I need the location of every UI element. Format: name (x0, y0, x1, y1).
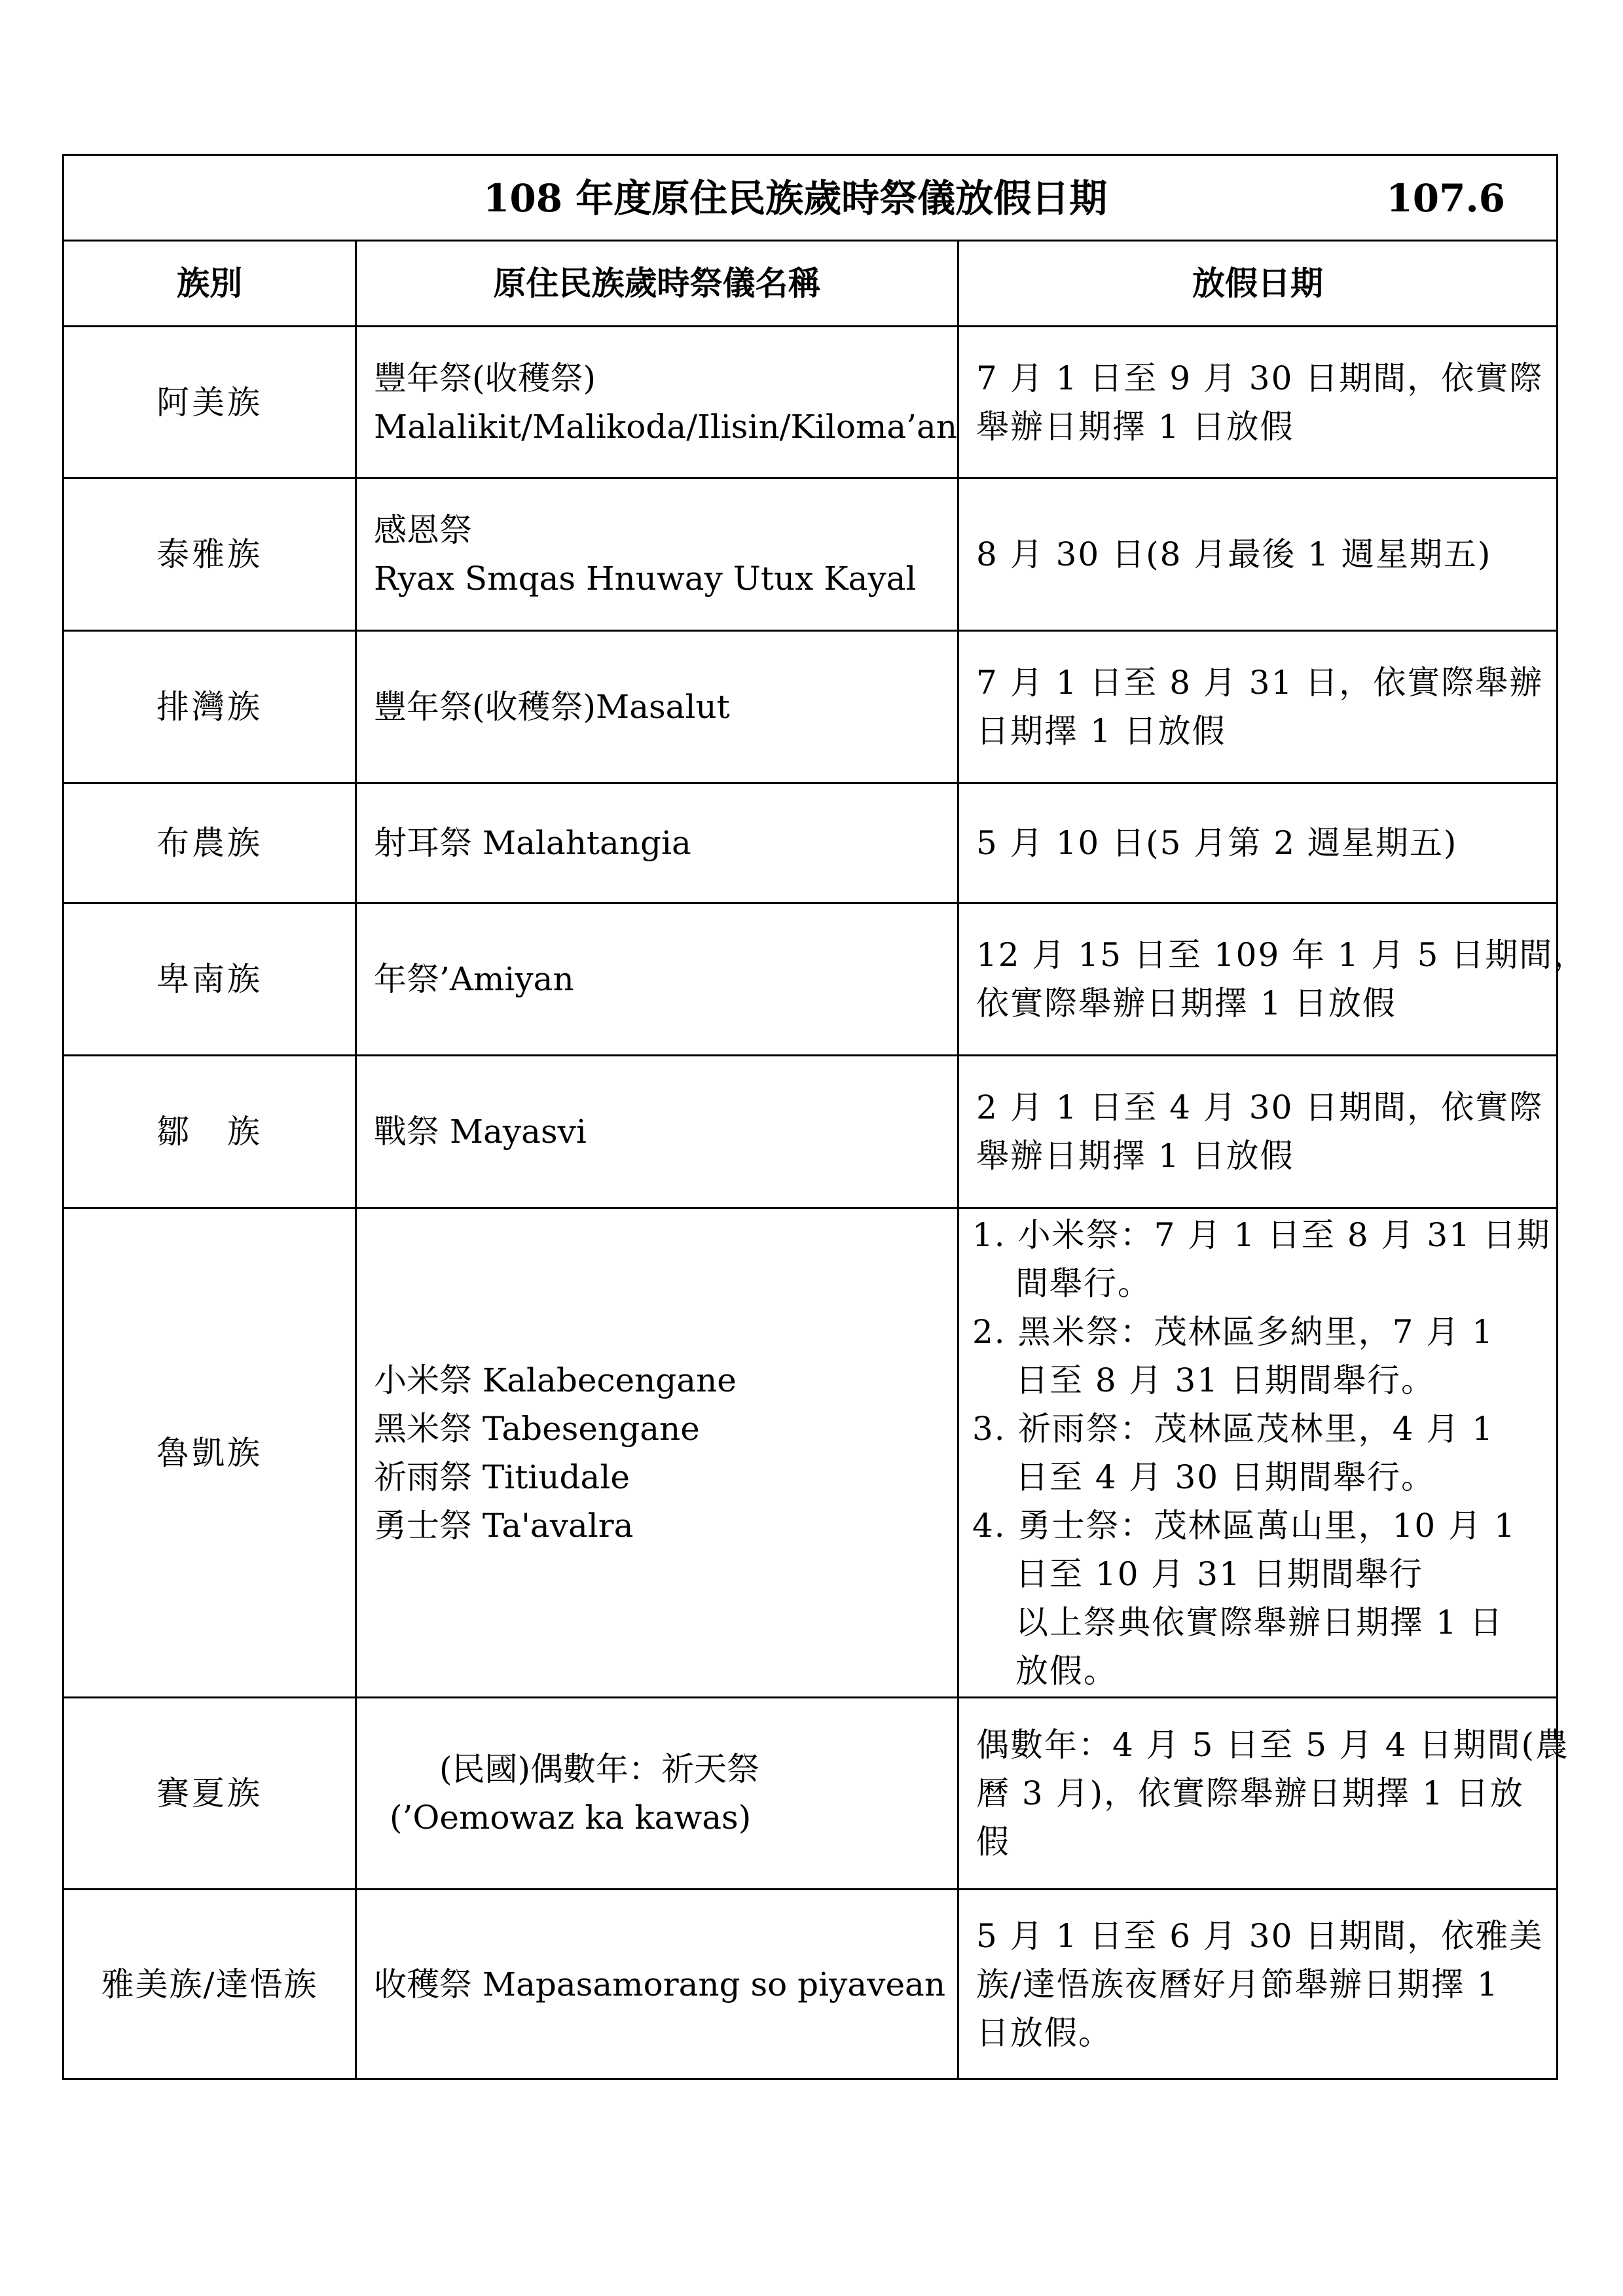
date-cell (958, 1890, 1558, 2079)
tribe-cell: 雅美族/達悟族 (64, 1890, 356, 2079)
ceremony-line: 小米祭 Kalabecengane (374, 1361, 737, 1399)
list-number: 2. (972, 1312, 1006, 1351)
list-number: 1. (972, 1215, 1006, 1254)
ceremony-cell (356, 478, 958, 631)
ceremony-line: (民國)偶數年：祈天祭 (439, 1750, 760, 1788)
date-line: 假 (976, 1823, 1010, 1861)
table-row (64, 631, 1558, 783)
date-line: 日期擇 1 日放假 (976, 712, 1226, 750)
date-line: 日放假。 (976, 2013, 1112, 2052)
ceremony-line: 感恩祭 (374, 511, 472, 549)
list-line: 黑米祭：茂林區多納里，7 月 1 (1017, 1312, 1495, 1351)
table-row (64, 1890, 1558, 2079)
date-line: 5 月 10 日(5 月第 2 週星期五) (976, 824, 1458, 862)
date-cell (958, 631, 1558, 783)
date-cell (958, 478, 1558, 631)
ceremony-cell (356, 1698, 958, 1890)
list-line: 以上祭典依實際舉辦日期擇 1 日 (1015, 1603, 1504, 1641)
holiday-table (62, 154, 1588, 2080)
list-item (972, 1211, 1551, 1259)
ceremony-line: 收穫祭 Mapasamorang so piyavean (374, 1965, 946, 2003)
title-row (64, 155, 1558, 241)
ceremony-line: 黑米祭 Tabesengane (374, 1409, 700, 1448)
list-line: 放假。 (1015, 1651, 1118, 1690)
date-line: 偶數年：4 月 5 日至 5 月 4 日期間(農 (976, 1726, 1570, 1764)
date-line: 7 月 1 日至 8 月 31 日，依實際舉辦 (976, 664, 1544, 702)
ceremony-cell (356, 1208, 958, 1698)
date-line: 曆 3 月)，依實際舉辦日期擇 1 日放 (976, 1774, 1524, 1812)
header-tribe: 族別 (64, 241, 356, 327)
ceremony-line: 祈雨祭 Titiudale (374, 1458, 630, 1496)
header-row (64, 241, 1558, 327)
table-row (64, 1208, 1558, 1698)
tribe-cell: 卑南族 (64, 903, 356, 1056)
list-item (972, 1405, 1539, 1453)
list-line: 祈雨祭：茂林區茂林里，4 月 1 (1017, 1409, 1495, 1448)
date-line: 族/達悟族夜曆好月節舉辦日期擇 1 (976, 1965, 1499, 2003)
list-item (972, 1308, 1539, 1356)
table-row (64, 478, 1558, 631)
date-line: 舉辦日期擇 1 日放假 (976, 1137, 1294, 1175)
list-number: 3. (972, 1409, 1006, 1448)
date-line: 7 月 1 日至 9 月 30 日期間，依實際 (976, 359, 1544, 397)
ceremony-line: Malalikit/Malikoda/Ilisin/Kiloma’an (374, 407, 958, 446)
list-line: 小米祭：7 月 1 日至 8 月 31 日期 (1017, 1215, 1551, 1254)
table-row (64, 903, 1558, 1056)
date-cell (958, 1208, 1558, 1698)
header-date: 放假日期 (958, 241, 1558, 327)
table-row (64, 783, 1558, 903)
version-number: 107.6 (1386, 176, 1505, 221)
list-item (972, 1501, 1539, 1550)
tribe-cell: 鄒 族 (64, 1056, 356, 1208)
date-line: 8 月 30 日(8 月最後 1 週星期五) (976, 535, 1492, 573)
date-cell (958, 327, 1558, 478)
date-line: 12 月 15 日至 109 年 1 月 5 日期間， (976, 936, 1588, 974)
list-line: 日至 8 月 31 日期間舉行。 (1015, 1361, 1436, 1399)
table-row (64, 327, 1558, 478)
ceremony-cell (356, 1890, 958, 2079)
title-cell (64, 155, 1558, 241)
header-ceremony: 原住民族歲時祭儀名稱 (356, 241, 958, 327)
list-line: 日至 10 月 31 日期間舉行 (1015, 1554, 1423, 1593)
ceremony-line: 年祭’Amiyan (374, 960, 574, 998)
ceremony-line: Ryax Smqas Hnuway Utux Kayal (374, 560, 917, 598)
table-row (64, 1056, 1558, 1208)
ceremony-line: 戰祭 Mayasvi (374, 1113, 587, 1151)
date-cell (958, 1056, 1558, 1208)
date-line: 依實際舉辦日期擇 1 日放假 (976, 984, 1396, 1022)
ceremony-cell (356, 903, 958, 1056)
ceremony-line: 勇士祭 Ta'avalra (374, 1506, 634, 1545)
tribe-cell: 阿美族 (64, 327, 356, 478)
tribe-cell: 魯凱族 (64, 1208, 356, 1698)
ceremony-cell (356, 1056, 958, 1208)
ceremony-line: (’Oemowaz ka kawas) (390, 1799, 752, 1837)
ceremony-line: 射耳祭 Malahtangia (374, 824, 691, 862)
list-line: 日至 4 月 30 日期間舉行。 (1015, 1458, 1436, 1496)
ceremony-cell (356, 327, 958, 478)
ceremony-cell (356, 631, 958, 783)
list-line: 間舉行。 (1015, 1264, 1152, 1302)
ceremony-line: 豐年祭(收穫祭) (374, 359, 596, 397)
date-cell (958, 783, 1558, 903)
date-cell (958, 903, 1588, 1056)
date-line: 舉辦日期擇 1 日放假 (976, 407, 1294, 446)
date-cell (958, 1698, 1570, 1890)
tribe-cell: 排灣族 (64, 631, 356, 783)
tribe-cell: 賽夏族 (64, 1698, 356, 1890)
tribe-cell: 泰雅族 (64, 478, 356, 631)
table-row (64, 1698, 1558, 1890)
tribe-cell: 布農族 (64, 783, 356, 903)
page-title: 108 年度原住民族歲時祭儀放假日期 (483, 176, 1108, 221)
list-line: 勇士祭：茂林區萬山里，10 月 1 (1017, 1506, 1516, 1545)
ceremony-line: 豐年祭(收穫祭)Masalut (374, 688, 730, 726)
date-line: 2 月 1 日至 4 月 30 日期間，依實際 (976, 1088, 1544, 1126)
list-number: 4. (972, 1506, 1006, 1545)
ceremony-cell (356, 783, 958, 903)
date-line: 5 月 1 日至 6 月 30 日期間，依雅美 (976, 1916, 1544, 1955)
